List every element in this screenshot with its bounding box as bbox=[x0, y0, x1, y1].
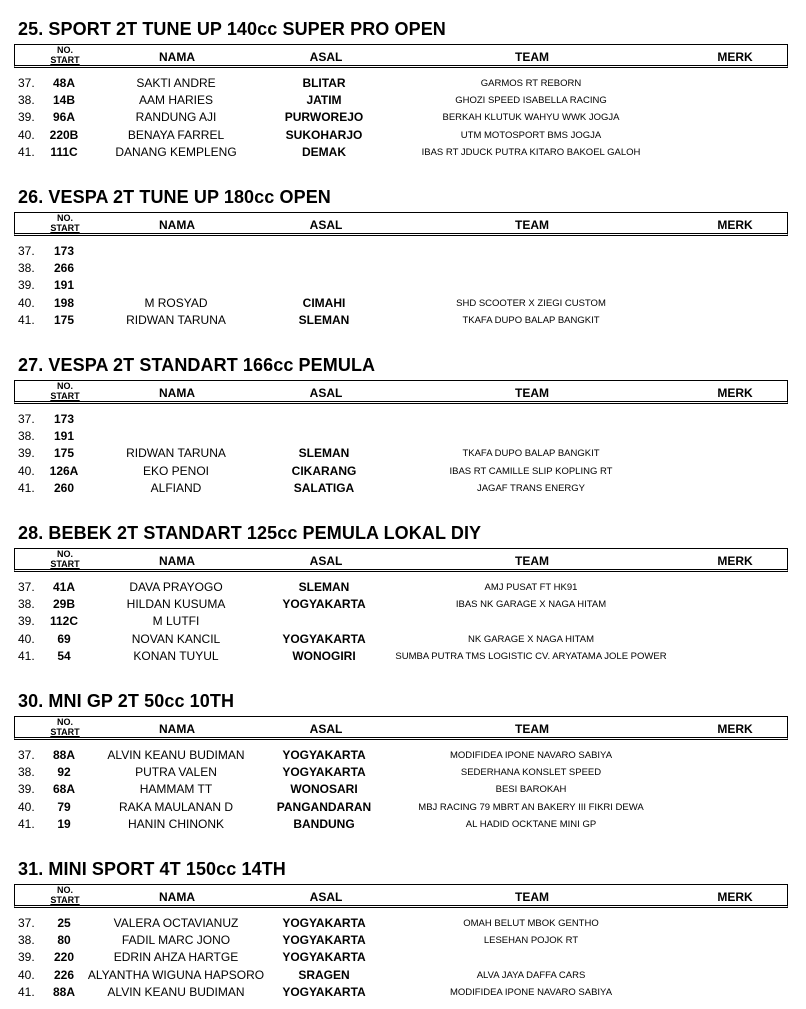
row-number: 39. bbox=[18, 782, 35, 797]
header-merk: MERK bbox=[717, 386, 753, 400]
rider-origin: YOGYAKARTA bbox=[282, 765, 366, 780]
table-row bbox=[0, 445, 806, 462]
header-team: TEAM bbox=[515, 890, 549, 904]
rider-team: TKAFA DUPO BALAP BANGKIT bbox=[462, 448, 600, 460]
table-header bbox=[14, 212, 788, 236]
rider-team: AL HADID OCKTANE MINI GP bbox=[465, 818, 597, 830]
table-header bbox=[14, 884, 788, 908]
table-header bbox=[14, 380, 788, 404]
table-row bbox=[0, 932, 806, 949]
start-number: 226 bbox=[53, 967, 75, 982]
header-no-start bbox=[35, 549, 95, 569]
rider-name: RAKA MAULANAN D bbox=[118, 799, 234, 814]
row-number: 37. bbox=[18, 916, 35, 930]
row-number: 40. bbox=[18, 799, 35, 814]
section-title: 30. MNI GP 2T 50cc 10TH bbox=[18, 691, 235, 711]
row-number: 41. bbox=[18, 312, 35, 327]
rider-origin: YOGYAKARTA bbox=[282, 631, 366, 646]
rider-team: BESI BAROKAH bbox=[495, 784, 567, 796]
header-no-label: NO. bbox=[56, 717, 73, 727]
rider-name: RANDUNG AJI bbox=[135, 110, 217, 125]
row-number: 38. bbox=[18, 933, 35, 948]
rider-origin: BANDUNG bbox=[293, 816, 355, 831]
rider-name: M LUTFI bbox=[152, 614, 200, 629]
header-nama: NAMA bbox=[159, 722, 195, 736]
rider-name: HAMMAM TT bbox=[139, 782, 213, 797]
table-row bbox=[0, 967, 806, 984]
start-number: 88A bbox=[52, 748, 75, 762]
start-number: 220 bbox=[53, 950, 75, 965]
table-row bbox=[0, 463, 806, 480]
row-number: 41. bbox=[18, 480, 35, 495]
rider-team: MODIFIDEA IPONE NAVARO SABIYA bbox=[449, 986, 613, 998]
header-no-label: NO. bbox=[56, 213, 73, 223]
table-row bbox=[0, 764, 806, 781]
rider-name: M ROSYAD bbox=[144, 295, 208, 310]
header-team: TEAM bbox=[515, 554, 549, 568]
start-number: 112C bbox=[49, 614, 79, 629]
header-start-label: START bbox=[50, 391, 80, 401]
table-body bbox=[0, 411, 806, 497]
start-number: 220B bbox=[49, 127, 79, 142]
rider-origin: BLITAR bbox=[302, 76, 346, 90]
row-number: 40. bbox=[18, 463, 35, 478]
start-number: 175 bbox=[53, 446, 75, 461]
rider-team: ALVA JAYA DAFFA CARS bbox=[476, 969, 586, 981]
table-body bbox=[0, 915, 806, 1001]
section-title: 25. SPORT 2T TUNE UP 140cc SUPER PRO OPEN bbox=[18, 19, 446, 39]
row-number: 37. bbox=[18, 412, 35, 426]
header-asal: ASAL bbox=[309, 722, 343, 736]
rider-origin: YOGYAKARTA bbox=[282, 933, 366, 948]
table-row bbox=[0, 92, 806, 109]
header-nama: NAMA bbox=[159, 50, 195, 64]
row-number: 39. bbox=[18, 950, 35, 965]
rider-team: SUMBA PUTRA TMS LOGISTIC CV. ARYATAMA JOLE POWER bbox=[395, 650, 667, 662]
start-number: 92 bbox=[57, 765, 71, 780]
header-asal: ASAL bbox=[309, 386, 343, 400]
header-no-start bbox=[35, 885, 95, 905]
rider-origin: WONOGIRI bbox=[292, 648, 356, 663]
table-row bbox=[0, 260, 806, 277]
rider-origin: CIMAHI bbox=[302, 295, 346, 310]
rider-team: IBAS RT CAMILLE SLIP KOPLING RT bbox=[449, 465, 613, 477]
header-nama: NAMA bbox=[159, 890, 195, 904]
rider-name: AAM HARIES bbox=[138, 93, 213, 108]
table-row bbox=[0, 295, 806, 312]
table-row bbox=[0, 631, 806, 648]
rider-team: UTM MOTOSPORT BMS JOGJA bbox=[460, 129, 602, 141]
header-no-start bbox=[35, 717, 95, 737]
start-number: 68A bbox=[52, 782, 75, 797]
rider-name: SAKTI ANDRE bbox=[136, 76, 216, 90]
header-start-label: START bbox=[50, 727, 80, 737]
header-no-start bbox=[35, 213, 95, 233]
header-merk: MERK bbox=[717, 722, 753, 736]
table-row bbox=[0, 480, 806, 497]
header-start-label: START bbox=[50, 559, 80, 569]
header-asal: ASAL bbox=[309, 218, 343, 232]
rider-team: GARMOS RT REBORN bbox=[480, 78, 582, 89]
header-start-label: START bbox=[50, 895, 80, 905]
rider-team: MBJ RACING 79 MBRT AN BAKERY III FIKRI DEWA bbox=[418, 801, 644, 813]
rider-name: NOVAN KANCIL bbox=[131, 631, 221, 646]
rider-team: AMJ PUSAT FT HK91 bbox=[484, 582, 578, 593]
header-merk: MERK bbox=[717, 50, 753, 64]
rider-team: OMAH BELUT MBOK GENTHO bbox=[463, 918, 599, 929]
rider-team: SEDERHANA KONSLET SPEED bbox=[460, 767, 602, 779]
row-number: 37. bbox=[18, 580, 35, 594]
start-number: 25 bbox=[57, 916, 71, 930]
rider-name: KONAN TUYUL bbox=[133, 648, 219, 663]
table-row bbox=[0, 277, 806, 294]
table-row bbox=[0, 312, 806, 329]
table-row bbox=[0, 613, 806, 630]
header-merk: MERK bbox=[717, 890, 753, 904]
row-number: 40. bbox=[18, 967, 35, 982]
table-header bbox=[14, 548, 788, 572]
row-number: 38. bbox=[18, 93, 35, 108]
start-number: 54 bbox=[57, 648, 71, 663]
section-title: 27. VESPA 2T STANDART 166cc PEMULA bbox=[18, 355, 376, 375]
section-title: 28. BEBEK 2T STANDART 125cc PEMULA LOKAL DIY bbox=[18, 523, 482, 543]
rider-name: DAVA PRAYOGO bbox=[129, 580, 223, 594]
header-no-label: NO. bbox=[56, 549, 73, 559]
rider-origin: SRAGEN bbox=[298, 967, 350, 982]
table-row bbox=[0, 949, 806, 966]
row-number: 38. bbox=[18, 429, 35, 444]
header-nama: NAMA bbox=[159, 554, 195, 568]
rider-origin: SLEMAN bbox=[298, 446, 350, 461]
start-number: 19 bbox=[57, 816, 71, 831]
table-row bbox=[0, 411, 806, 428]
rider-origin: SLEMAN bbox=[298, 580, 350, 594]
rider-origin: PURWOREJO bbox=[284, 110, 364, 125]
row-number: 41. bbox=[18, 984, 35, 999]
table-row bbox=[0, 579, 806, 596]
header-no-label: NO. bbox=[56, 381, 73, 391]
start-number: 266 bbox=[53, 261, 75, 276]
table-row bbox=[0, 816, 806, 833]
rider-name: DANANG KEMPLENG bbox=[115, 144, 237, 159]
rider-name: PUTRA VALEN bbox=[135, 765, 217, 780]
row-number: 40. bbox=[18, 127, 35, 142]
rider-name: ALYANTHA WIGUNA HAPSORO bbox=[87, 967, 265, 982]
header-team: TEAM bbox=[515, 50, 549, 64]
rider-name: ALVIN KEANU BUDIMAN bbox=[107, 984, 245, 999]
table-row bbox=[0, 596, 806, 613]
row-number: 40. bbox=[18, 295, 35, 310]
rider-team: SHD SCOOTER X ZIEGI CUSTOM bbox=[456, 297, 606, 309]
rider-team: BERKAH KLUTUK WAHYU WWK JOGJA bbox=[442, 112, 620, 124]
rider-name: HILDAN KUSUMA bbox=[126, 597, 226, 612]
table-header bbox=[14, 44, 788, 68]
header-merk: MERK bbox=[717, 554, 753, 568]
rider-origin: SUKOHARJO bbox=[285, 127, 363, 142]
rider-name: RIDWAN TARUNA bbox=[126, 446, 226, 461]
table-row bbox=[0, 144, 806, 161]
header-no-label: NO. bbox=[56, 45, 73, 55]
header-asal: ASAL bbox=[309, 554, 343, 568]
row-number: 40. bbox=[18, 631, 35, 646]
table-body bbox=[0, 579, 806, 665]
table-row bbox=[0, 781, 806, 798]
row-number: 37. bbox=[18, 244, 35, 258]
row-number: 39. bbox=[18, 278, 35, 293]
start-number: 173 bbox=[53, 412, 75, 426]
table-row bbox=[0, 75, 806, 92]
rider-name: HANIN CHINONK bbox=[127, 816, 224, 831]
row-number: 39. bbox=[18, 614, 35, 629]
start-number: 79 bbox=[57, 799, 71, 814]
header-start-label: START bbox=[50, 55, 80, 65]
rider-origin: SLEMAN bbox=[298, 312, 350, 327]
table-row bbox=[0, 243, 806, 260]
header-start-label: START bbox=[50, 223, 80, 233]
start-number: 175 bbox=[53, 312, 75, 327]
start-number: 111C bbox=[50, 144, 78, 159]
header-asal: ASAL bbox=[309, 50, 343, 64]
header-team: TEAM bbox=[515, 218, 549, 232]
header-team: TEAM bbox=[515, 722, 549, 736]
rider-origin: JATIM bbox=[306, 93, 342, 108]
section-title: 31. MINI SPORT 4T 150cc 14TH bbox=[18, 859, 286, 879]
rider-name: VALERA OCTAVIANUZ bbox=[113, 916, 239, 930]
header-no-start bbox=[35, 381, 95, 401]
row-number: 41. bbox=[18, 816, 35, 831]
row-number: 39. bbox=[18, 110, 35, 125]
rider-name: RIDWAN TARUNA bbox=[126, 312, 226, 327]
rider-team: TKAFA DUPO BALAP BANGKIT bbox=[462, 314, 600, 326]
section-title: 26. VESPA 2T TUNE UP 180cc OPEN bbox=[18, 187, 331, 207]
table-body bbox=[0, 243, 806, 329]
row-number: 37. bbox=[18, 76, 35, 90]
rider-origin: PANGANDARAN bbox=[276, 799, 372, 814]
rider-origin: YOGYAKARTA bbox=[282, 950, 366, 965]
rider-origin: DEMAK bbox=[302, 144, 346, 159]
header-asal: ASAL bbox=[309, 890, 343, 904]
rider-origin: WONOSARI bbox=[290, 782, 358, 797]
rider-origin: SALATIGA bbox=[293, 480, 355, 495]
table-header bbox=[14, 716, 788, 740]
table-body bbox=[0, 75, 806, 161]
rider-name: ALVIN KEANU BUDIMAN bbox=[107, 748, 245, 762]
row-number: 38. bbox=[18, 765, 35, 780]
start-number: 126A bbox=[49, 463, 79, 478]
rider-team: GHOZI SPEED ISABELLA RACING bbox=[455, 95, 607, 107]
table-row bbox=[0, 428, 806, 445]
rider-name: EKO PENOI bbox=[142, 463, 210, 478]
rider-name: ALFIAND bbox=[150, 480, 202, 495]
row-number: 41. bbox=[18, 648, 35, 663]
table-row bbox=[0, 127, 806, 144]
row-number: 38. bbox=[18, 261, 35, 276]
start-number: 29B bbox=[52, 597, 75, 612]
table-row bbox=[0, 799, 806, 816]
rider-origin: YOGYAKARTA bbox=[282, 597, 366, 612]
table-row bbox=[0, 747, 806, 764]
header-merk: MERK bbox=[717, 218, 753, 232]
start-number: 80 bbox=[57, 933, 71, 948]
table-row bbox=[0, 109, 806, 126]
rider-team: NK GARAGE X NAGA HITAM bbox=[468, 633, 594, 645]
rider-name: BENAYA FARREL bbox=[127, 127, 225, 142]
rider-name: FADIL MARC JONO bbox=[121, 933, 231, 948]
row-number: 38. bbox=[18, 597, 35, 612]
table-body bbox=[0, 747, 806, 833]
start-number: 41A bbox=[52, 580, 75, 594]
start-number: 69 bbox=[57, 631, 71, 646]
rider-origin: CIKARANG bbox=[291, 463, 357, 478]
header-no-start bbox=[35, 45, 95, 65]
row-number: 39. bbox=[18, 446, 35, 461]
table-row bbox=[0, 648, 806, 665]
rider-origin: YOGYAKARTA bbox=[282, 984, 366, 999]
header-no-label: NO. bbox=[56, 885, 73, 895]
row-number: 37. bbox=[18, 748, 35, 762]
rider-name: EDRIN AHZA HARTGE bbox=[113, 950, 239, 965]
start-number: 191 bbox=[53, 278, 75, 293]
start-number: 198 bbox=[53, 295, 75, 310]
row-number: 41. bbox=[18, 144, 35, 159]
rider-team: MODIFIDEA IPONE NAVARO SABIYA bbox=[449, 750, 613, 761]
header-nama: NAMA bbox=[159, 218, 195, 232]
start-number: 88A bbox=[52, 984, 75, 999]
start-number: 191 bbox=[53, 429, 75, 444]
start-number: 260 bbox=[53, 480, 75, 495]
rider-origin: YOGYAKARTA bbox=[282, 748, 366, 762]
start-number: 96A bbox=[52, 110, 75, 125]
start-number: 173 bbox=[53, 244, 75, 258]
header-team: TEAM bbox=[515, 386, 549, 400]
rider-team: LESEHAN POJOK RT bbox=[483, 935, 579, 947]
rider-team: IBAS RT JDUCK PUTRA KITARO BAKOEL GALOH bbox=[421, 146, 641, 158]
start-number: 48A bbox=[52, 76, 75, 90]
rider-team: IBAS NK GARAGE X NAGA HITAM bbox=[455, 599, 607, 611]
header-nama: NAMA bbox=[159, 386, 195, 400]
start-number: 14B bbox=[52, 93, 75, 108]
table-row bbox=[0, 984, 806, 1001]
table-row bbox=[0, 915, 806, 932]
rider-team: JAGAF TRANS ENERGY bbox=[476, 482, 586, 494]
rider-origin: YOGYAKARTA bbox=[282, 916, 366, 930]
